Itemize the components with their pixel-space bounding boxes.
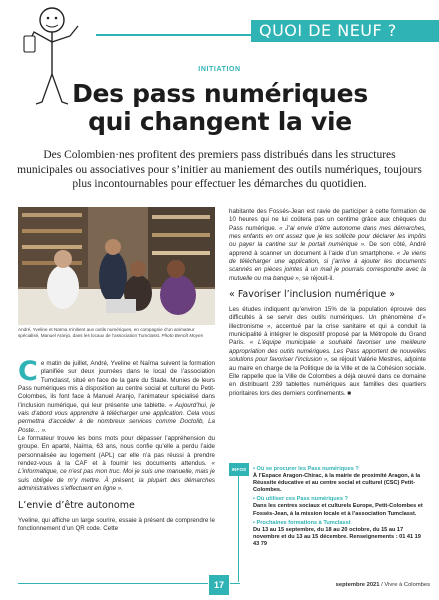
- paragraph-text: Les études indiquent qu’environ 15% de la population éprouve des difficultés à se servir des outils numériques. Un phénomène d’« illectronisme », accentué par la crise sanitaire et qui a conduit la municipalité à intégrer le dispositif proposé par la Métropole du Grand Paris.: [229, 306, 426, 347]
- photo-caption: [18, 327, 215, 339]
- subheading-inclusion: « Favoriser l’inclusion numérique »: [229, 289, 396, 301]
- quote-text: « L’équipe municipale a souhaité favoriser une meilleure appropriation des outils numériques. Les Pass apportent de nouvelles solutions pour favoriser l’inclusion »,: [229, 339, 426, 364]
- infos-question: • Où utiliser ces Pass numériques ?: [253, 496, 348, 503]
- paragraph-text: e matin de juillet, André, Yveline et Naïma suivent la formation planifiée sur deux journées dans le local de l’association Tumclasst, situé en face de la gare du Stade. Munies de leurs Pass numériques mis à disposition au centre social et culturel du Petit-Colombes, ils font face à Manuel Aranjo, l’animateur spécialisé dans l’inclusion numérique, qui leur présente une tablette.: [18, 360, 215, 409]
- paragraph-yveline: Yveline, qui affiche un large sourire, essaie à présent de comprendre le fonctionnement d’un QR code. Cette: [18, 516, 215, 532]
- footer-rule: [18, 583, 208, 584]
- quote-text: « Je viens de télécharger une application, si j’arrive à ajouter les documents scannés en pièces jointes à un mail je pourrais correspondre avec la mutuelle ou ma banque »,: [229, 249, 426, 282]
- article-lede: Des Colombien·nes profitent des premiers pass distribués dans les structures municipales ou associatives pour s’initier au maniement des outils numériques, toujours plus incontournables pour effectuer les démarches du quotidien.: [17, 149, 422, 190]
- footer-issue: [300, 582, 430, 588]
- paragraph-continued: [229, 208, 426, 283]
- quote-text: « J’ai envie d’être autonome dans mes démarches, mes enfants en ont assez que je les sollicite pour déclarer les impôts ou payer la cantine sur le portail numérique ».: [229, 224, 426, 249]
- article-photo: [18, 207, 215, 325]
- quote-text: « Aujourd’hui, je vais d’abord vous apprendre à télécharger une application. Cela vous permettra d’accéder à de nombreux services comme Doctolib, La Poste… ».: [18, 401, 215, 434]
- footer-rule: [230, 583, 240, 584]
- infos-body: [253, 464, 426, 548]
- infos-rule: [238, 476, 239, 582]
- infos-answer: Dans les centres sociaux et culturels Europe, Petit-Colombes et Fossés-Jean, à la mission locale et à l’association Tumclasst.: [253, 503, 423, 517]
- article-column-left: [18, 356, 215, 533]
- infos-box: [229, 463, 426, 581]
- article-column-right: [229, 208, 426, 398]
- quote-text: « L’informatique, ce n’est pas mon truc. Moi je suis une manuelle, mais je suis obligée de m’y mettre. À présent, la plupart des démarches administratives s’effectuent en ligne ».: [18, 460, 215, 493]
- footer-separator: /: [379, 582, 385, 588]
- infos-answer: À l’Espace Aragon-Chirac, à la mairie de proximité Aragon, à la Réussite éducative et au centre social et culturel (CSC) Petit-Colombes.: [253, 473, 421, 494]
- paragraph-inclusion: [229, 306, 426, 398]
- infos-answer: Du 13 au 15 septembre, du 18 au 20 octobre, du 15 au 17 novembre et du 13 au 15 décembre. Renseignements : 01 41 19 43 79: [253, 526, 421, 547]
- infos-question: • Où se procurer les Pass numériques ?: [253, 466, 359, 472]
- paragraph-text: De son côté, André apprend à scanner un document à l’aide d’un smartphone.: [229, 241, 426, 257]
- paragraph-text: se réjouit-il.: [300, 274, 334, 282]
- paragraph-intro: [18, 356, 215, 435]
- photo-credit: Photo Benoît Moyen: [161, 333, 204, 338]
- header-rule: [96, 34, 251, 36]
- page-number: 17: [209, 575, 229, 595]
- section-title: QUOI DE NEUF ?: [251, 20, 439, 42]
- issue-date: septembre 2021: [335, 582, 380, 588]
- paragraph-text: Le formateur trouve les bons mots pour dépasser l’appréhension du groupe. En aparté, Naïma, 63 ans, nous confie qu’elle a perdu l’aide personnalisée au logement (APL) car elle n’a pas réussi à prendre rendez-vous à la CAF et à fournir les documents attendus.: [18, 435, 215, 468]
- paragraph-text: habitante des Fossés-Jean est ravie de participer à cette formation de 10 heures qui ne lui coûtera pas un centime grâce aux chèques du Pass numérique.: [229, 208, 426, 232]
- paragraph-text: se réjouit Valérie Mestres, adjointe au maire en charge de la Politique de la Ville et de la Cohésion sociale. Elle rappelle que la Ville de Colombes a déjà œuvré dans ce domaine en distribuant 239 tablettes numériques aux familles des quartiers prioritaires lors des derniers confinements. ■: [229, 356, 426, 397]
- drop-cap: C: [18, 356, 38, 387]
- infos-question: • Prochaines formations à Tumclasst: [253, 519, 351, 526]
- article-kicker: INITIATION: [198, 66, 241, 73]
- headline-line-2: qui changent la vie: [88, 107, 352, 136]
- publication-name: Vivre à Colombes: [384, 582, 430, 588]
- paragraph-naima: [18, 435, 215, 493]
- headline-line-1: Des pass numériques: [72, 79, 368, 108]
- subheading-autonomy: L’envie d’être autonome: [18, 499, 135, 511]
- article-headline: [60, 80, 380, 136]
- infos-badge: INFOS: [229, 463, 249, 476]
- caption-text: André, Yveline et Naïma s’initient aux outils numériques, en compagnie d’un animateur spécialisé, Manuel Aranjo, dans les locaux de l’association Tumclasst.: [18, 327, 195, 338]
